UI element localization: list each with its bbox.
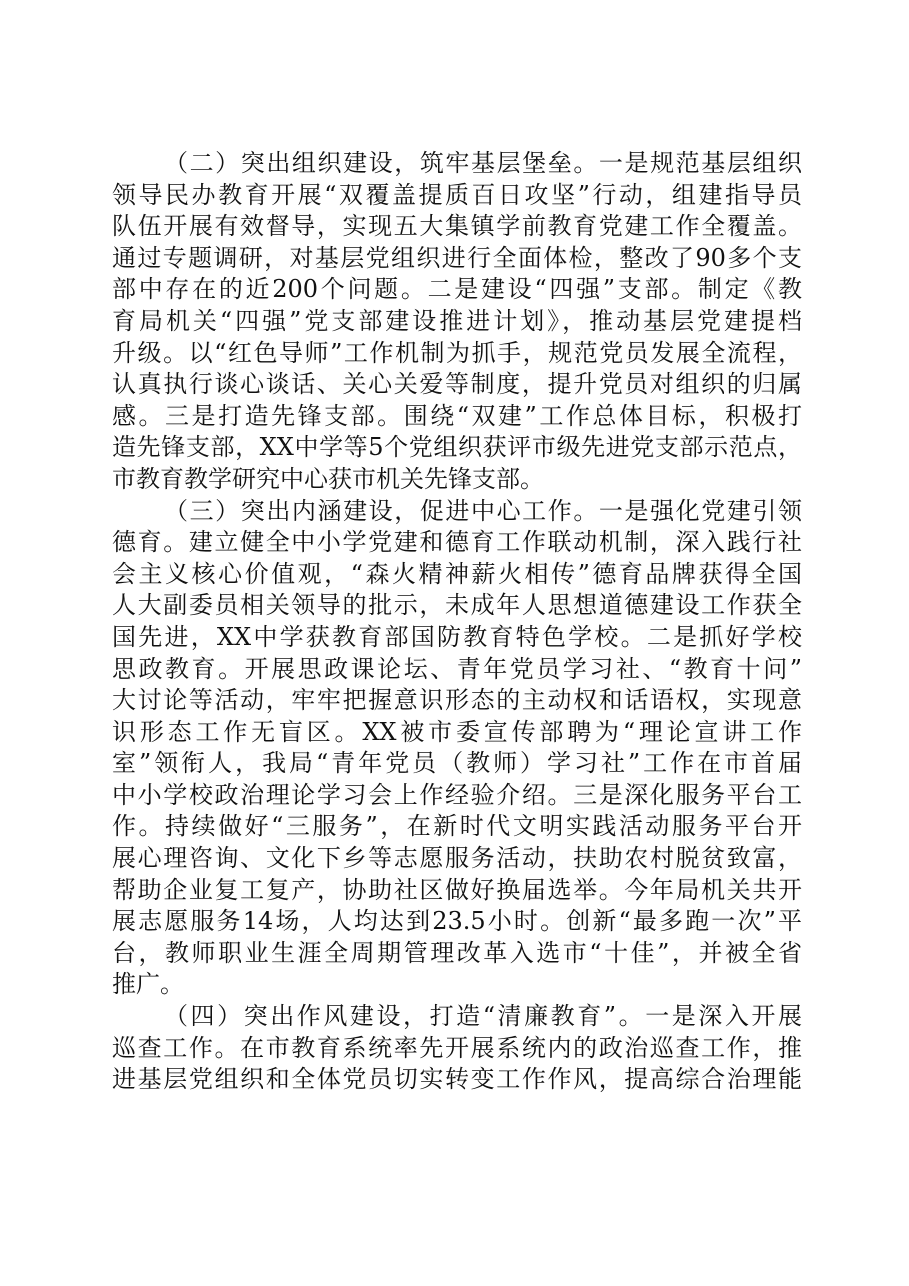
paragraph-work-style	[112, 1001, 802, 1096]
text-line: 认真执行谈心谈话、关心关爱等制度，提升党员对组织的归属	[112, 370, 802, 399]
text-line: 帮助企业复工复产，协助社区做好换届选举。今年局机关共开	[112, 875, 802, 904]
text-line: 展心理咨询、文化下乡等志愿服务活动，扶助农村脱贫致富，	[112, 844, 802, 873]
text-line: 造先锋支部，XX中学等5个党组织获评市级先进党支部示范点，	[112, 433, 802, 462]
text-line: 德育。建立健全中小学党建和德育工作联动机制，深入践行社	[112, 528, 802, 557]
text-line: 中小学校政治理论学习会上作经验介绍。三是深化服务平台工	[112, 780, 802, 809]
text-line: 识形态工作无盲区。XX被市委宣传部聘为“理论宣讲工作	[112, 717, 802, 746]
text-line: 部中存在的近200个问题。二是建设“四强”支部。制定《教	[112, 275, 802, 304]
text-line: 巡查工作。在市教育系统率先开展系统内的政治巡查工作，推	[112, 1033, 802, 1062]
text-line: 人大副委员相关领导的批示，未成年人思想道德建设工作获全	[112, 591, 802, 620]
text-line: （二）突出组织建设，筑牢基层堡垒。一是规范基层组织	[164, 149, 802, 177]
paragraph-organization	[112, 148, 802, 496]
text-line: 会主义核心价值观，“森火精神薪火相传”德育品牌获得全国	[112, 559, 802, 588]
text-line: 领导民办教育开展“双覆盖提质百日攻坚”行动，组建指导员	[112, 180, 802, 209]
text-line: 育局机关“四强”党支部建设推进计划》，推动基层党建提档	[112, 306, 802, 335]
text-line: 展志愿服务14场，人均达到23.5小时。创新“最多跑一次”平	[112, 907, 802, 936]
text-line: 队伍开展有效督导，实现五大集镇学前教育党建工作全覆盖。	[112, 212, 802, 241]
text-line: 台，教师职业生涯全周期管理改革入选市“十佳”，并被全省	[112, 938, 802, 967]
text-line: （三）突出内涵建设，促进中心工作。一是强化党建引领	[164, 496, 802, 525]
text-line: （四）突出作风建设，打造“清廉教育”。一是深入开展	[164, 1002, 802, 1031]
paragraph-connotation	[112, 496, 802, 1002]
text-line: 通过专题调研，对基层党组织进行全面体检，整改了90多个支	[112, 243, 802, 272]
text-line: 推广。	[112, 970, 184, 999]
text-line: 升级。以“红色导师”工作机制为抓手，规范党员发展全流程，	[112, 338, 802, 367]
text-line: 室”领衔人，我局“青年党员（教师）学习社”工作在市首届	[112, 749, 802, 778]
text-line: 进基层党组织和全体党员切实转变工作作风，提高综合治理能	[112, 1065, 802, 1094]
text-line: 感。三是打造先锋支部。围绕“双建”工作总体目标，积极打	[112, 401, 802, 430]
document-body	[112, 148, 802, 1096]
text-line: 作。持续做好“三服务”，在新时代文明实践活动服务平台开	[112, 812, 802, 841]
text-line: 市教育教学研究中心获市机关先锋支部。	[112, 464, 544, 493]
text-line: 国先进，XX中学获教育部国防教育特色学校。二是抓好学校	[112, 622, 802, 651]
text-line: 大讨论等活动，牢牢把握意识形态的主动权和话语权，实现意	[112, 686, 802, 715]
text-line: 思政教育。开展思政课论坛、青年党员学习社、“教育十问”	[112, 654, 802, 683]
